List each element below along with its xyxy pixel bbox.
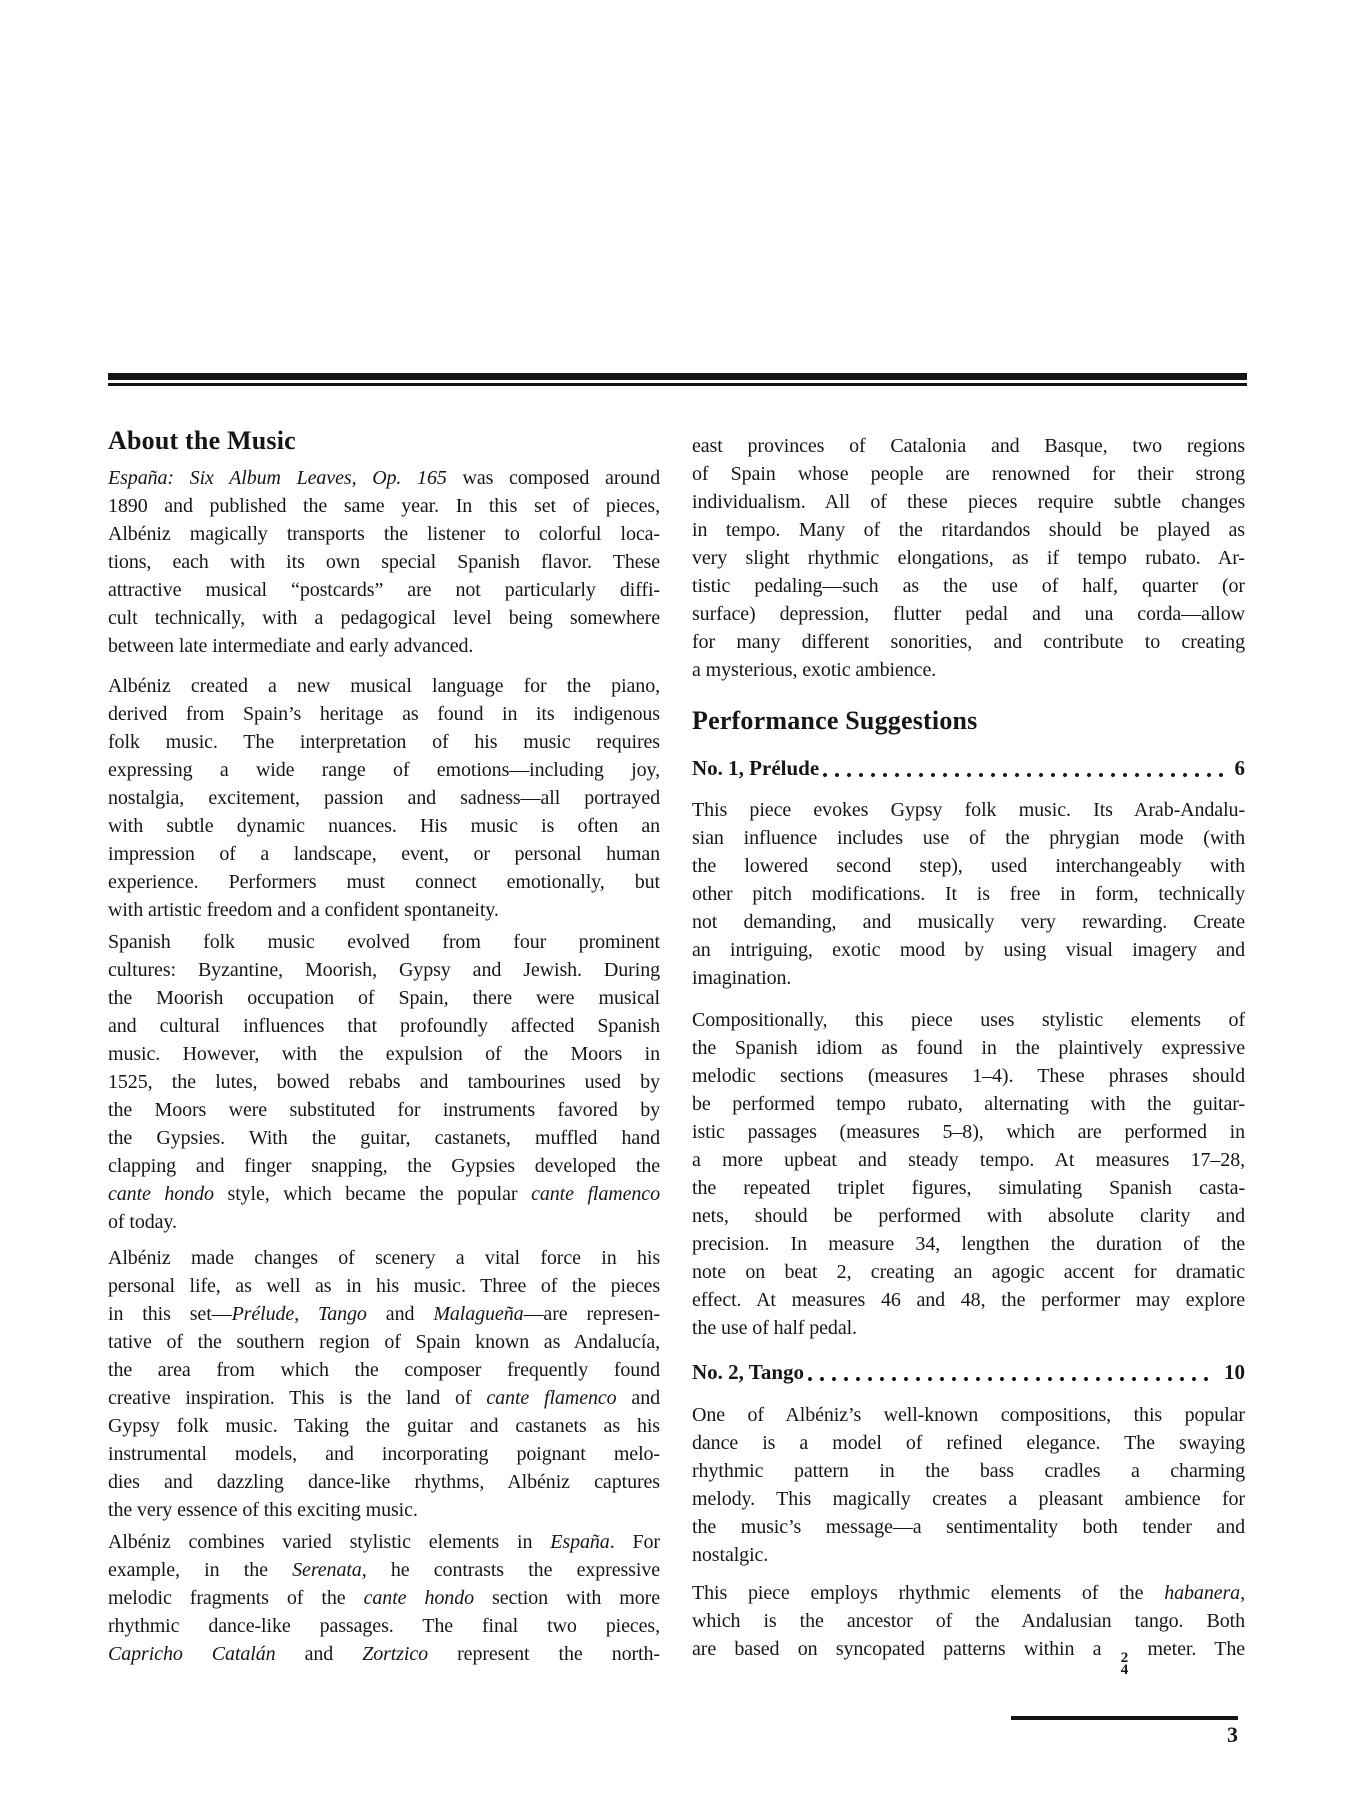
toc-page-number: 6 bbox=[1234, 756, 1245, 780]
text-line: be performed tempo rubato, alternating with the guitar- bbox=[692, 1093, 1245, 1115]
text-line: One of Albéniz’s well-known compositions, this popular bbox=[692, 1404, 1245, 1426]
text-line: tative of the southern region of Spain known as Andalucía, bbox=[108, 1331, 660, 1353]
text-line: tistic pedaling—such as the use of half, quarter (or bbox=[692, 575, 1245, 597]
text-line: Albéniz magically transports the listener to colorful loca- bbox=[108, 523, 660, 545]
text-line: melodic sections (measures 1–4). These phrases should bbox=[692, 1065, 1245, 1087]
dot-leader bbox=[819, 754, 1234, 782]
text-line: very slight rhythmic elongations, as if tempo rubato. Ar- bbox=[692, 547, 1245, 569]
paragraph bbox=[108, 672, 660, 924]
text-line: the use of half pedal. bbox=[692, 1317, 857, 1339]
paragraph bbox=[692, 432, 1245, 684]
text-line: the music’s message—a sentimentality both tender and bbox=[692, 1516, 1245, 1538]
text-line: Gypsy folk music. Taking the guitar and castanets as his bbox=[108, 1415, 660, 1437]
text-line: cante hondo style, which became the popular cante flamenco bbox=[108, 1183, 660, 1205]
text-line: of today. bbox=[108, 1211, 177, 1233]
text-line: folk music. The interpretation of his music requires bbox=[108, 731, 660, 753]
text-line: the Spanish idiom as found in the plaintively expressive bbox=[692, 1037, 1245, 1059]
text-line: the Moorish occupation of Spain, there were musical bbox=[108, 987, 660, 1009]
time-signature: 2 4 bbox=[1120, 1650, 1129, 1678]
text-line: experience. Performers must connect emotionally, but bbox=[108, 871, 660, 893]
text-line: nostalgic. bbox=[692, 1544, 769, 1566]
text-line: a mysterious, exotic ambience. bbox=[692, 659, 937, 681]
toc-entry-tango bbox=[692, 1358, 1245, 1386]
paragraph bbox=[108, 1528, 660, 1668]
text-line: melody. This magically creates a pleasant ambience for bbox=[692, 1488, 1245, 1510]
text-line: the Gypsies. With the guitar, castanets, muffled hand bbox=[108, 1127, 660, 1149]
toc-label: No. 1, Prélude bbox=[692, 756, 820, 780]
text-line: dance is a model of refined elegance. The swaying bbox=[692, 1432, 1245, 1454]
text-line: expressing a wide range of emotions—including joy, bbox=[108, 759, 660, 781]
page-number: 3 bbox=[1227, 1722, 1238, 1747]
text-line: rhythmic pattern in the bass cradles a charming bbox=[692, 1460, 1245, 1482]
footer-divider bbox=[1011, 1716, 1238, 1720]
paragraph bbox=[692, 1006, 1245, 1342]
text-line: sian influence includes use of the phrygian mode (with bbox=[692, 827, 1245, 849]
paragraph bbox=[108, 1244, 660, 1524]
about-the-music-heading: About the Music bbox=[108, 426, 296, 455]
text-line: for many different sonorities, and contribute to creating bbox=[692, 631, 1245, 653]
right-column bbox=[692, 0, 1245, 1800]
left-column bbox=[108, 0, 660, 1800]
text-line: impression of a landscape, event, or personal human bbox=[108, 843, 660, 865]
text-line: nets, should be performed with absolute clarity and bbox=[692, 1205, 1245, 1227]
text-line: This piece evokes Gypsy folk music. Its Arab-Andalu- bbox=[692, 799, 1245, 821]
text-line: melodic fragments of the cante hondo section with more bbox=[108, 1587, 660, 1609]
text-line: 1890 and published the same year. In this set of pieces, bbox=[108, 495, 660, 517]
text-line: the lowered second step), used interchangeably with bbox=[692, 855, 1245, 877]
paragraph bbox=[108, 464, 660, 660]
text-line: east provinces of Catalonia and Basque, two regions bbox=[692, 435, 1245, 457]
text-line: other pitch modifications. It is free in form, technically bbox=[692, 883, 1245, 905]
text-line: personal life, as well as in his music. Three of the pieces bbox=[108, 1275, 660, 1297]
text-line: dies and dazzling dance-like rhythms, Albéniz captures bbox=[108, 1471, 660, 1493]
dot-leader bbox=[804, 1358, 1224, 1386]
text-line: are based on syncopated patterns within a 2 4 meter. The bbox=[692, 1638, 1245, 1678]
text-line: music. However, with the expulsion of the Moors in bbox=[108, 1043, 660, 1065]
text-line: with artistic freedom and a confident spontaneity. bbox=[108, 899, 499, 921]
text-line: cult technically, with a pedagogical level being somewhere bbox=[108, 607, 660, 629]
text-line: an intriguing, exotic mood by using visual imagery and bbox=[692, 939, 1245, 961]
text-line: derived from Spain’s heritage as found in its indigenous bbox=[108, 703, 660, 725]
text-line: This piece employs rhythmic elements of the habanera, bbox=[692, 1582, 1245, 1604]
text-line: example, in the Serenata, he contrasts the expressive bbox=[108, 1559, 660, 1581]
text-line: not demanding, and musically very rewarding. Create bbox=[692, 911, 1245, 933]
paragraph bbox=[692, 796, 1245, 992]
text-line: Albéniz combines varied stylistic elements in España. For bbox=[108, 1531, 660, 1553]
text-line: a more upbeat and steady tempo. At measures 17–28, bbox=[692, 1149, 1245, 1171]
text-line: Albéniz created a new musical language for the piano, bbox=[108, 675, 660, 697]
text-line: rhythmic dance-like passages. The final two pieces, bbox=[108, 1615, 660, 1637]
paragraph bbox=[108, 928, 660, 1236]
paragraph bbox=[692, 1401, 1245, 1569]
text-line: Capricho Catalán and Zortzico represent the north- bbox=[108, 1643, 660, 1665]
text-line: attractive musical “postcards” are not particularly diffi- bbox=[108, 579, 660, 601]
text-line: the Moors were substituted for instruments favored by bbox=[108, 1099, 660, 1121]
text-line: surface) depression, flutter pedal and una corda—allow bbox=[692, 603, 1245, 625]
text-line: of Spain whose people are renowned for their strong bbox=[692, 463, 1245, 485]
text-line: individualism. All of these pieces require subtle changes bbox=[692, 491, 1245, 513]
text-line: imagination. bbox=[692, 967, 792, 989]
text-line: istic passages (measures 5–8), which are performed in bbox=[692, 1121, 1245, 1143]
toc-entry-prelude bbox=[692, 754, 1245, 782]
text-line: tions, each with its own special Spanish flavor. These bbox=[108, 551, 660, 573]
toc-label: No. 2, Tango bbox=[692, 1360, 805, 1384]
text-line: the area from which the composer frequently found bbox=[108, 1359, 660, 1381]
text-line: Spanish folk music evolved from four prominent bbox=[108, 931, 660, 953]
text-line: with subtle dynamic nuances. His music is often an bbox=[108, 815, 660, 837]
paragraph bbox=[692, 1579, 1245, 1676]
text-line: precision. In measure 34, lengthen the duration of the bbox=[692, 1233, 1245, 1255]
text-line: in this set—Prélude, Tango and Malagueña—are represen- bbox=[108, 1303, 660, 1325]
text-line: instrumental models, and incorporating poignant melo- bbox=[108, 1443, 660, 1465]
text-line: and cultural influences that profoundly affected Spanish bbox=[108, 1015, 660, 1037]
text-line: cultures: Byzantine, Moorish, Gypsy and Jewish. During bbox=[108, 959, 660, 981]
text-line: note on beat 2, creating an agogic accent for dramatic bbox=[692, 1261, 1245, 1283]
text-line: España: Six Album Leaves, Op. 165 was composed around bbox=[108, 467, 660, 489]
text-line: effect. At measures 46 and 48, the performer may explore bbox=[692, 1289, 1245, 1311]
text-line: between late intermediate and early advanced. bbox=[108, 635, 474, 657]
toc-page-number: 10 bbox=[1224, 1360, 1245, 1384]
text-line: nostalgia, excitement, passion and sadness—all portrayed bbox=[108, 787, 660, 809]
text-line: Compositionally, this piece uses stylistic elements of bbox=[692, 1009, 1245, 1031]
text-line: in tempo. Many of the ritardandos should be played as bbox=[692, 519, 1245, 541]
performance-suggestions-heading: Performance Suggestions bbox=[692, 706, 978, 735]
text-line: the very essence of this exciting music. bbox=[108, 1499, 418, 1521]
text-line: 1525, the lutes, bowed rebabs and tambourines used by bbox=[108, 1071, 660, 1093]
text-line: Albéniz made changes of scenery a vital force in his bbox=[108, 1247, 660, 1269]
text-line: the repeated triplet figures, simulating Spanish casta- bbox=[692, 1177, 1245, 1199]
text-line: clapping and finger snapping, the Gypsies developed the bbox=[108, 1155, 660, 1177]
text-line: which is the ancestor of the Andalusian tango. Both bbox=[692, 1610, 1245, 1632]
text-line: creative inspiration. This is the land of cante flamenco and bbox=[108, 1387, 660, 1409]
